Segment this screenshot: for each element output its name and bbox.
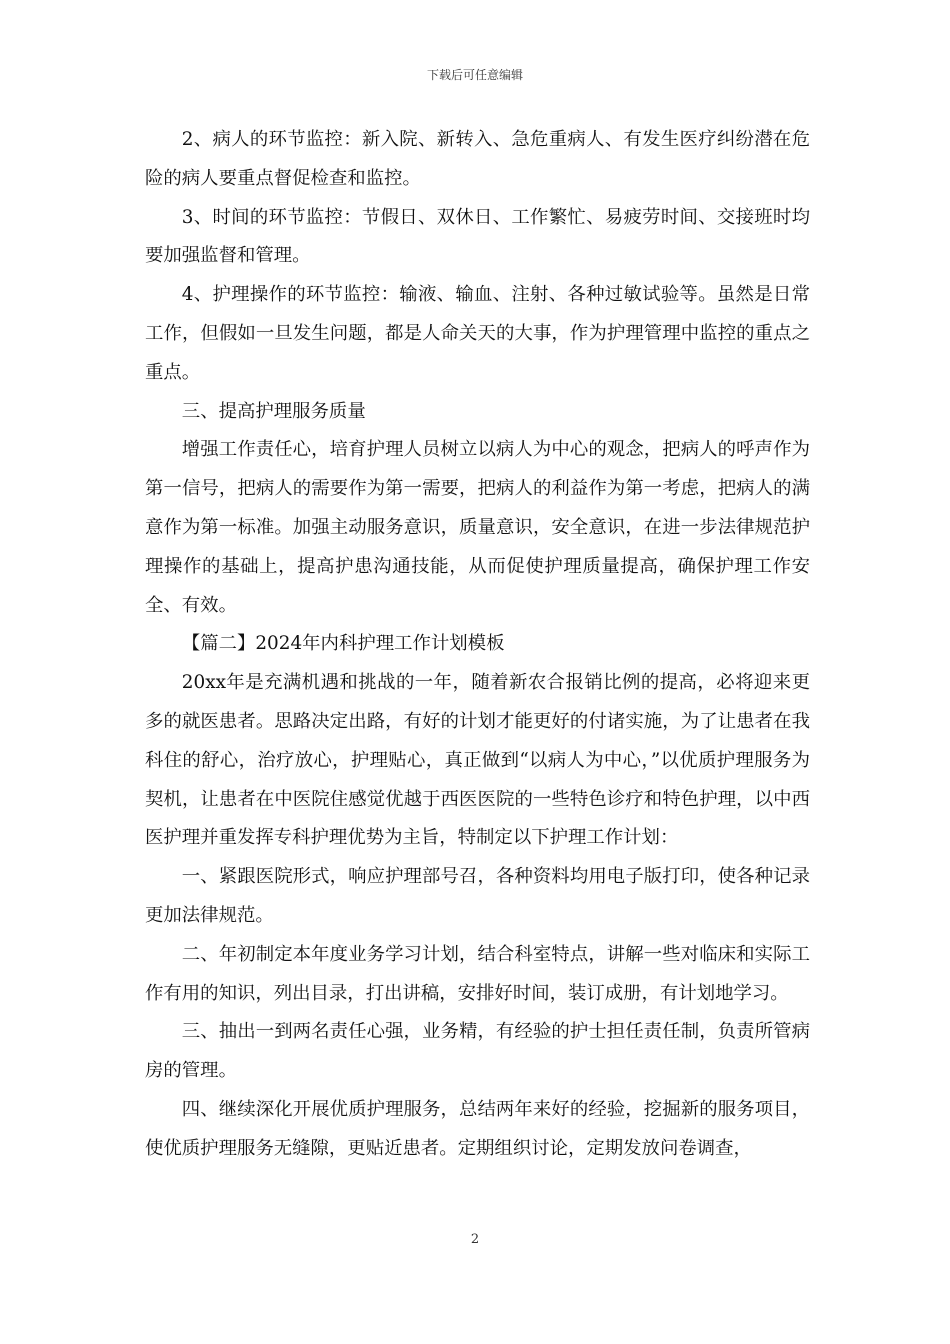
paragraph: 4、护理操作的环节监控：输液、输血、注射、各种过敏试验等。虽然是日常工作，但假如一旦发生问题，都是人命关天的大事，作为护理管理中监控的重点之重点。	[145, 284, 810, 383]
paragraph: 一、紧跟医院形式，响应护理部号召，各种资料均用电子版打印，使各种记录更加法律规范。	[145, 866, 810, 926]
paragraph: 四、继续深化开展优质护理服务，总结两年来好的经验，挖掘新的服务项目，使优质护理服务无缝隙，更贴近患者。定期组织讨论，定期发放问卷调查，	[145, 1098, 810, 1159]
body-text	[145, 121, 810, 1169]
paragraph: 增强工作责任心，培育护理人员树立以病人为中心的观念，把病人的呼声作为第一信号，把病人的需要作为第一需要，把病人的利益作为第一考虑，把病人的满意作为第一标准。加强主动服务意识，质量意识，安全意识，在进一步法律规范护理操作的基础上，提高护患沟通技能，从而促使护理质量提高，确保护理工作安全、有效。	[145, 439, 810, 616]
paragraph: 20xx年是充满机遇和挑战的一年，随着新农合报销比例的提高，必将迎来更多的就医患者。思路决定出路，有好的计划才能更好的付诸实施，为了让患者在我科住的舒心，治疗放心，护理贴心，真正做到“以病人为中心，”以优质护理服务为契机，让患者在中医院住感觉优越于西医医院的一些特色诊疗和特色护理，以中西医护理并重发挥专科护理优势为主旨，特制定以下护理工作计划：	[145, 672, 810, 849]
paragraph: 2、病人的环节监控：新入院、新转入、急危重病人、有发生医疗纠纷潜在危险的病人要重点督促检查和监控。	[145, 129, 810, 189]
section-title: 【篇二】2024年内科护理工作计划模板	[181, 633, 505, 655]
page-number: 2	[470, 1232, 480, 1247]
paragraph: 三、抽出一到两名责任心强，业务精，有经验的护士担任责任制，负责所管病房的管理。	[145, 1021, 810, 1082]
paragraph: 3、时间的环节监控：节假日、双休日、工作繁忙、易疲劳时间、交接班时均要加强监督和管理。	[145, 206, 810, 267]
page-header: 下载后可任意编辑	[426, 68, 523, 82]
section-heading: 三、提高护理服务质量	[181, 400, 366, 422]
paragraph: 二、年初制定本年度业务学习计划，结合科室特点，讲解一些对临床和实际工作有用的知识，列出目录，打出讲稿，安排好时间，装订成册，有计划地学习。	[145, 943, 810, 1004]
